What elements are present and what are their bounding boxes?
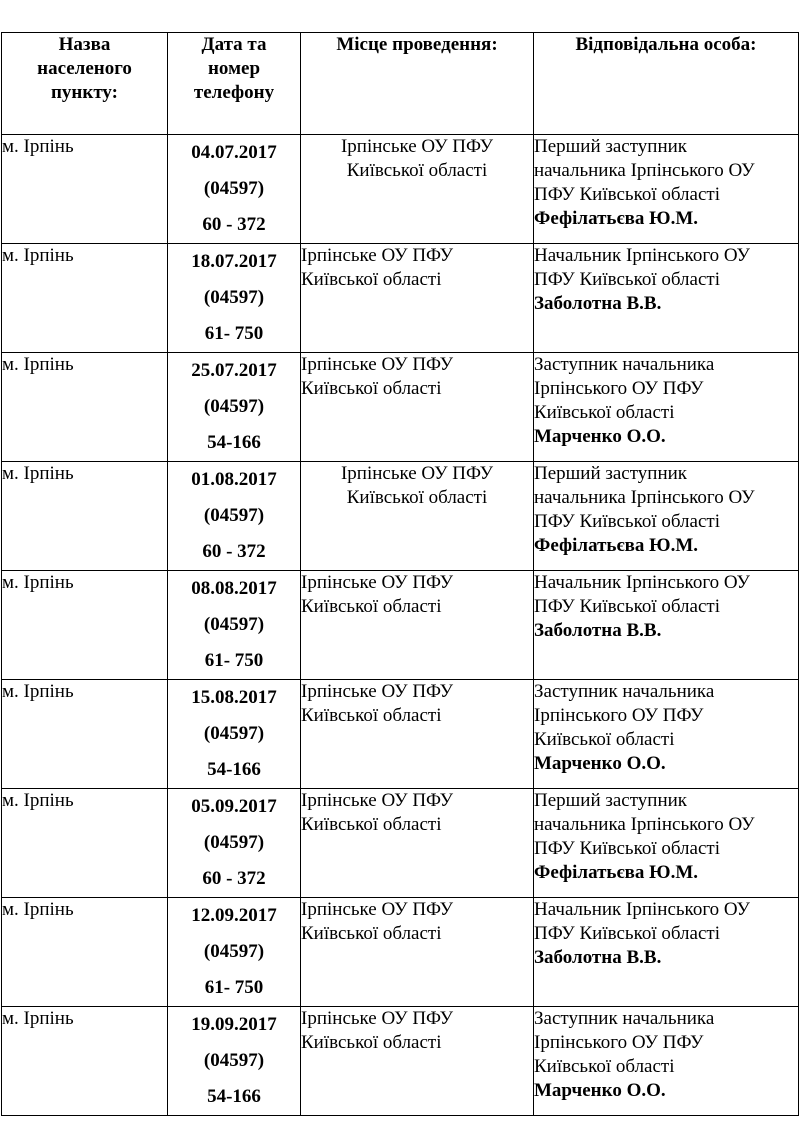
settlement-name: м. Ірпінь (2, 572, 74, 593)
responsible-cell (534, 789, 799, 898)
venue-line: Київської області (301, 923, 442, 944)
phone-code: (04597) (203, 396, 265, 417)
meeting-date: 12.09.2017 (191, 905, 277, 926)
phone-number: 60 - 372 (202, 868, 266, 889)
date-phone-cell (168, 571, 301, 680)
position-line: Начальник Ірпінського ОУ (534, 572, 750, 593)
position-line: Київської області (534, 1056, 675, 1077)
phone-code: (04597) (203, 941, 265, 962)
header-date-phone-line: номер (207, 58, 261, 79)
table-row (2, 789, 799, 898)
position-line: Ірпінського ОУ ПФУ (534, 1032, 704, 1053)
position-line: начальника Ірпінського ОУ (534, 814, 755, 835)
meeting-date: 04.07.2017 (191, 142, 277, 163)
responsible-cell (534, 680, 799, 789)
position-line: ПФУ Київської області (534, 269, 720, 290)
phone-number: 61- 750 (204, 323, 264, 344)
table-body (2, 135, 799, 1116)
settlement-cell (2, 789, 168, 898)
venue-line: Ірпінське ОУ ПФУ (301, 245, 454, 266)
responsible-cell (534, 571, 799, 680)
phone-code: (04597) (203, 287, 265, 308)
header-responsible: Відповідальна особа: (534, 33, 799, 135)
position-line: ПФУ Київської області (534, 184, 720, 205)
venue-cell (301, 571, 534, 680)
venue-cell (301, 244, 534, 353)
meeting-date: 19.09.2017 (191, 1014, 277, 1035)
venue-cell (301, 353, 534, 462)
header-settlement-line: населеного (37, 58, 132, 79)
settlement-name: м. Ірпінь (2, 354, 74, 375)
meeting-date: 15.08.2017 (191, 687, 277, 708)
venue-line: Київської області (301, 1032, 442, 1053)
settlement-cell (2, 244, 168, 353)
position-line: Начальник Ірпінського ОУ (534, 245, 750, 266)
phone-code: (04597) (203, 1050, 265, 1071)
phone-number: 61- 750 (204, 977, 264, 998)
responsible-name: Заболотна В.В. (534, 620, 662, 641)
venue-line: Ірпінське ОУ ПФУ (301, 681, 454, 702)
position-line: начальника Ірпінського ОУ (534, 487, 755, 508)
venue-line: Ірпінське ОУ ПФУ (301, 1008, 454, 1029)
venue-cell (301, 135, 534, 244)
responsible-cell (534, 244, 799, 353)
phone-code: (04597) (203, 614, 265, 635)
phone-number: 54-166 (207, 432, 261, 453)
header-date-phone (168, 33, 301, 135)
position-line: Начальник Ірпінського ОУ (534, 899, 750, 920)
settlement-cell (2, 1007, 168, 1116)
schedule-table (1, 32, 799, 1116)
position-line: Перший заступник (534, 136, 688, 157)
position-line: Заступник начальника (534, 681, 715, 702)
header-venue: Місце проведення: (301, 33, 534, 135)
phone-code: (04597) (203, 505, 265, 526)
venue-cell (301, 789, 534, 898)
venue-cell (301, 898, 534, 1007)
position-line: Київської області (534, 729, 675, 750)
header-settlement-line: пункту: (50, 82, 118, 103)
venue-line: Київської області (346, 487, 488, 508)
responsible-name: Фефілатьєва Ю.М. (534, 862, 699, 883)
responsible-name: Марченко О.О. (534, 1080, 666, 1101)
venue-line: Київської області (301, 378, 442, 399)
table-row (2, 571, 799, 680)
settlement-name: м. Ірпінь (2, 136, 74, 157)
position-line: ПФУ Київської області (534, 838, 720, 859)
position-line: Заступник начальника (534, 354, 715, 375)
table-row (2, 135, 799, 244)
responsible-name: Марченко О.О. (534, 753, 666, 774)
table-row (2, 462, 799, 571)
venue-line: Київської області (301, 596, 442, 617)
responsible-name: Марченко О.О. (534, 426, 666, 447)
phone-number: 60 - 372 (202, 214, 266, 235)
header-date-phone-line: телефону (193, 82, 275, 103)
phone-number: 60 - 372 (202, 541, 266, 562)
table-row (2, 244, 799, 353)
date-phone-cell (168, 353, 301, 462)
settlement-name: м. Ірпінь (2, 681, 74, 702)
table-header (2, 33, 799, 135)
responsible-name: Фефілатьєва Ю.М. (534, 208, 699, 229)
header-date-phone-line: Дата та (201, 34, 267, 55)
meeting-date: 01.08.2017 (191, 469, 277, 490)
venue-line: Ірпінське ОУ ПФУ (301, 790, 454, 811)
phone-number: 54-166 (207, 759, 261, 780)
position-line: начальника Ірпінського ОУ (534, 160, 755, 181)
responsible-name: Заболотна В.В. (534, 293, 662, 314)
venue-line: Ірпінське ОУ ПФУ (340, 136, 494, 157)
table-row (2, 898, 799, 1007)
date-phone-cell (168, 462, 301, 571)
responsible-cell (534, 462, 799, 571)
position-line: Ірпінського ОУ ПФУ (534, 378, 704, 399)
date-phone-cell (168, 244, 301, 353)
responsible-cell (534, 353, 799, 462)
responsible-name: Фефілатьєва Ю.М. (534, 535, 699, 556)
date-phone-cell (168, 135, 301, 244)
settlement-cell (2, 462, 168, 571)
position-line: Заступник начальника (534, 1008, 715, 1029)
settlement-cell (2, 898, 168, 1007)
settlement-cell (2, 571, 168, 680)
settlement-name: м. Ірпінь (2, 245, 74, 266)
settlement-name: м. Ірпінь (2, 899, 74, 920)
venue-line: Ірпінське ОУ ПФУ (301, 899, 454, 920)
settlement-cell (2, 353, 168, 462)
phone-code: (04597) (203, 178, 265, 199)
venue-line: Ірпінське ОУ ПФУ (301, 572, 454, 593)
settlement-cell (2, 680, 168, 789)
position-line: ПФУ Київської області (534, 596, 720, 617)
header-row (2, 33, 799, 135)
position-line: ПФУ Київської області (534, 923, 720, 944)
responsible-cell (534, 1007, 799, 1116)
settlement-cell (2, 135, 168, 244)
table-row (2, 1007, 799, 1116)
venue-cell (301, 680, 534, 789)
phone-number: 54-166 (207, 1086, 261, 1107)
venue-line: Ірпінське ОУ ПФУ (340, 463, 494, 484)
venue-line: Київської області (301, 269, 442, 290)
venue-line: Київської області (301, 814, 442, 835)
venue-line: Ірпінське ОУ ПФУ (301, 354, 454, 375)
venue-line: Київської області (346, 160, 488, 181)
meeting-date: 05.09.2017 (191, 796, 277, 817)
position-line: Перший заступник (534, 790, 688, 811)
position-line: Ірпінського ОУ ПФУ (534, 705, 704, 726)
venue-cell (301, 1007, 534, 1116)
table-row (2, 353, 799, 462)
date-phone-cell (168, 898, 301, 1007)
position-line: Перший заступник (534, 463, 688, 484)
header-settlement-line: Назва (58, 34, 111, 55)
phone-code: (04597) (203, 723, 265, 744)
position-line: Київської області (534, 402, 675, 423)
venue-cell (301, 462, 534, 571)
phone-code: (04597) (203, 832, 265, 853)
settlement-name: м. Ірпінь (2, 463, 74, 484)
date-phone-cell (168, 789, 301, 898)
settlement-name: м. Ірпінь (2, 1008, 74, 1029)
responsible-cell (534, 135, 799, 244)
responsible-cell (534, 898, 799, 1007)
header-settlement (2, 33, 168, 135)
table-row (2, 680, 799, 789)
position-line: ПФУ Київської області (534, 511, 720, 532)
venue-line: Київської області (301, 705, 442, 726)
date-phone-cell (168, 1007, 301, 1116)
meeting-date: 18.07.2017 (191, 251, 277, 272)
settlement-name: м. Ірпінь (2, 790, 74, 811)
meeting-date: 08.08.2017 (191, 578, 277, 599)
phone-number: 61- 750 (204, 650, 264, 671)
date-phone-cell (168, 680, 301, 789)
responsible-name: Заболотна В.В. (534, 947, 662, 968)
meeting-date: 25.07.2017 (191, 360, 277, 381)
